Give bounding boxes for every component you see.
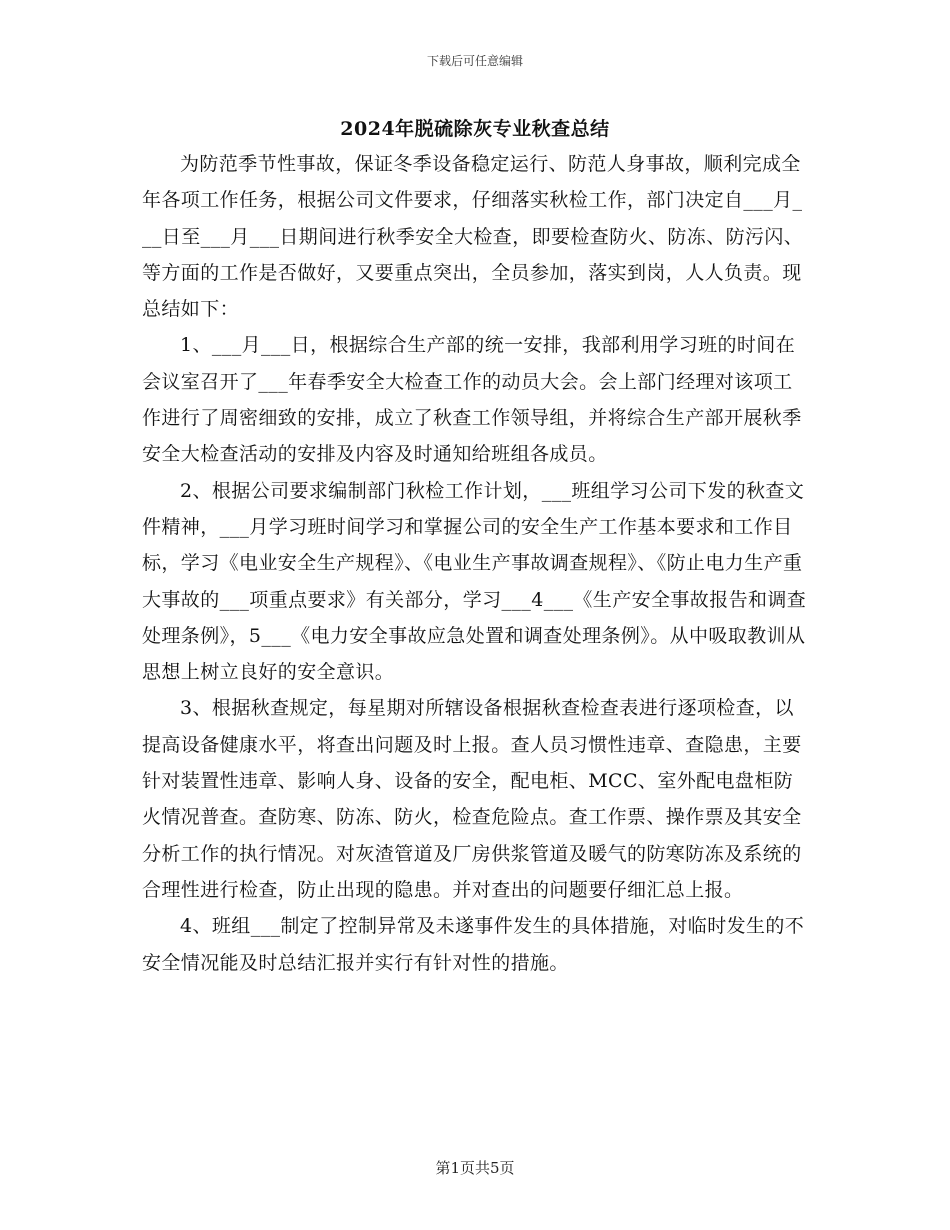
paragraph-intro: 为防范季节性事故，保证冬季设备稳定运行、防范人身事故，顺利完成全年各项工作任务，根据公司文件要求，仔细落实秋检工作，部门决定自___月___日至___月___日期间进行秋季安全大检查，即要检查防火、防冻、防污闪、等方面的工作是否做好，又要重点突出，全员参加，落实到岗，人人负责。现总结如下： bbox=[142, 153, 804, 321]
paragraph-item-2: 2、根据公司要求编制部门秋检工作计划，___班组学习公司下发的秋查文件精神，___月学习班时间学习和掌握公司的安全生产工作基本要求和工作目标，学习《电业安全生产规程》、《电业生产事故调查规程》、《防止电力生产重大事故的___项重点要求》有关部分，学习___4___《生产安全事故报告和调查处理条例》，5___《电力安全事故应急处置和调查处理条例》。从中吸取教训从思想上树立良好的安全意识。 bbox=[142, 479, 807, 684]
document-body bbox=[142, 146, 808, 981]
document-title: 2024年脱硫除灰专业秋查总结 bbox=[340, 118, 610, 140]
paragraph-item-1: 1、___月___日，根据综合生产部的统一安排，我部利用学习班的时间在会议室召开了___年春季安全大检查工作的动员大会。会上部门经理对该项工作进行了周密细致的安排，成立了秋查工作领导组，并将综合生产部开展秋季安全大检查活动的安排及内容及时通知给班组各成员。 bbox=[142, 334, 802, 466]
paragraph-item-3: 3、根据秋查规定，每星期对所辖设备根据秋查检查表进行逐项检查，以提高设备健康水平，将查出问题及时上报。查人员习惯性违章、查隐患，主要针对装置性违章、影响人身、设备的安全，配电柜、MCC、室外配电盘柜防火情况普查。查防寒、防冻、防火，检查危险点。查工作票、操作票及其安全分析工作的执行情况。对灰渣管道及厂房供浆管道及暖气的防寒防冻及系统的合理性进行检查，防止出现的隐患。并对查出的问题要仔细汇总上报。 bbox=[142, 697, 802, 901]
paragraph-item-4: 4、班组___制定了控制异常及未遂事件发生的具体措施，对临时发生的不安全情况能及时总结汇报并实行有针对性的措施。 bbox=[142, 915, 805, 974]
page-header-note: 下载后可任意编辑 bbox=[426, 54, 523, 68]
page-number: 第1页共5页 bbox=[435, 1159, 515, 1177]
